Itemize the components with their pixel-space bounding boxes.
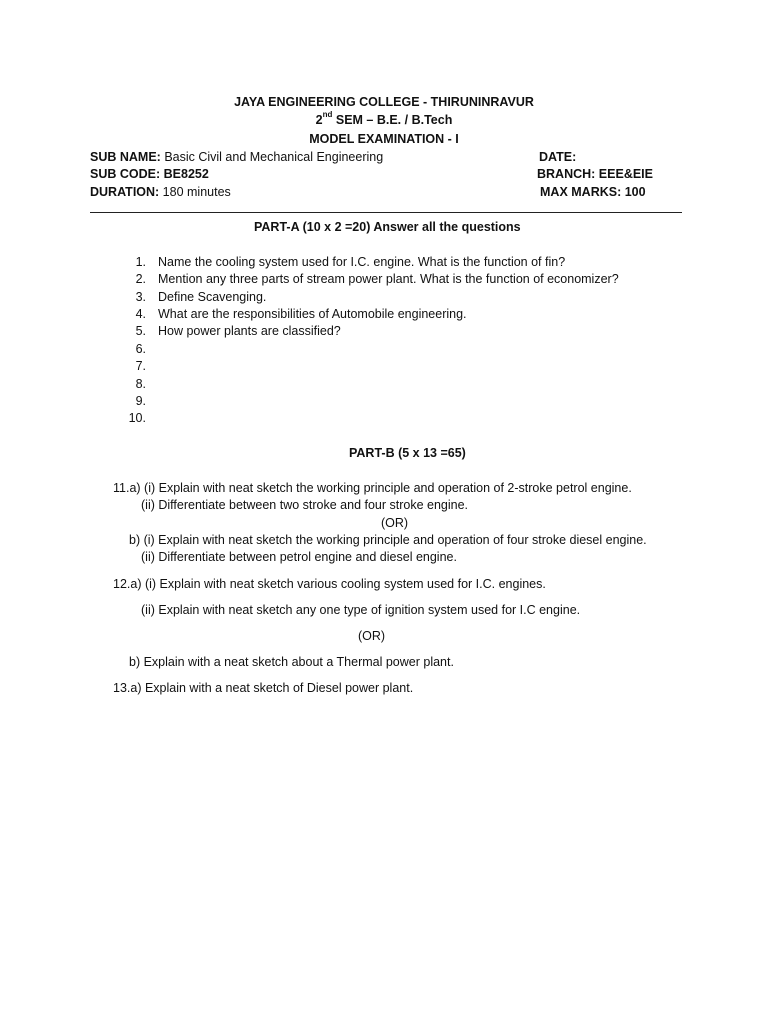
sub-code-row [90, 167, 209, 181]
question-11b-ii: (ii) Differentiate between petrol engine and diesel engine. [141, 550, 457, 564]
header-divider [90, 212, 682, 213]
date-label: DATE: [539, 150, 577, 164]
part-a-heading: PART-A (10 x 2 =20) Answer all the questions [254, 220, 521, 234]
question-number: 5. [135, 324, 146, 338]
question-text: How power plants are classified? [158, 324, 341, 338]
question-number: 3. [135, 290, 146, 304]
semester-suffix: nd [322, 110, 333, 119]
sub-code-value: BE8252 [160, 167, 209, 181]
question-number: 6. [135, 342, 146, 356]
branch-value: EEE&EIE [595, 167, 653, 181]
duration-value: 180 minutes [159, 185, 231, 199]
part-b-heading: PART-B (5 x 13 =65) [349, 446, 466, 460]
duration-label: DURATION: [90, 185, 160, 199]
question-number: 9. [135, 394, 146, 408]
max-marks-row [540, 185, 646, 199]
sub-name-label: SUB NAME: [90, 150, 161, 164]
or-separator: (OR) [381, 516, 409, 530]
semester-number: 2 [315, 113, 323, 127]
duration-row [90, 185, 231, 199]
question-number: 2. [135, 272, 146, 286]
question-number: 8. [135, 377, 146, 391]
question-text: Define Scavenging. [158, 290, 267, 304]
semester-rest: SEM – B.E. / B.Tech [332, 113, 453, 127]
max-marks-label: MAX MARKS: [540, 185, 622, 199]
semester-line [0, 110, 768, 127]
or-separator: (OR) [358, 629, 386, 643]
exam-title: MODEL EXAMINATION - I [309, 132, 459, 146]
question-number: 10. [128, 411, 146, 425]
question-text: Name the cooling system used for I.C. engine. What is the function of fin? [158, 255, 566, 269]
question-12a-i: 12.a) (i) Explain with neat sketch various cooling system used for I.C. engines. [113, 577, 546, 591]
branch-row [537, 167, 653, 181]
max-marks-value: 100 [621, 185, 646, 199]
question-13a: 13.a) Explain with a neat sketch of Diesel power plant. [113, 681, 414, 695]
question-text: Mention any three parts of stream power plant. What is the function of economizer? [158, 272, 619, 286]
question-11b-i: b) (i) Explain with neat sketch the working principle and operation of four stroke diesel engine. [129, 533, 647, 547]
sub-name-value: Basic Civil and Mechanical Engineering [160, 150, 384, 164]
sub-code-label: SUB CODE: [90, 167, 161, 181]
college-name: JAYA ENGINEERING COLLEGE - THIRUNINRAVUR [234, 95, 534, 109]
question-12b: b) Explain with a neat sketch about a Thermal power plant. [129, 655, 454, 669]
question-text: What are the responsibilities of Automobile engineering. [158, 307, 467, 321]
question-number: 1. [135, 255, 146, 269]
sub-name-row [90, 150, 383, 164]
question-11a-i: 11.a) (i) Explain with neat sketch the working principle and operation of 2-stroke petrol engine. [113, 481, 632, 495]
question-number: 7. [135, 359, 146, 373]
question-12a-ii: (ii) Explain with neat sketch any one type of ignition system used for I.C engine. [141, 603, 581, 617]
branch-label: BRANCH: [537, 167, 596, 181]
question-number: 4. [135, 307, 146, 321]
question-11a-ii: (ii) Differentiate between two stroke and four stroke engine. [141, 498, 469, 512]
